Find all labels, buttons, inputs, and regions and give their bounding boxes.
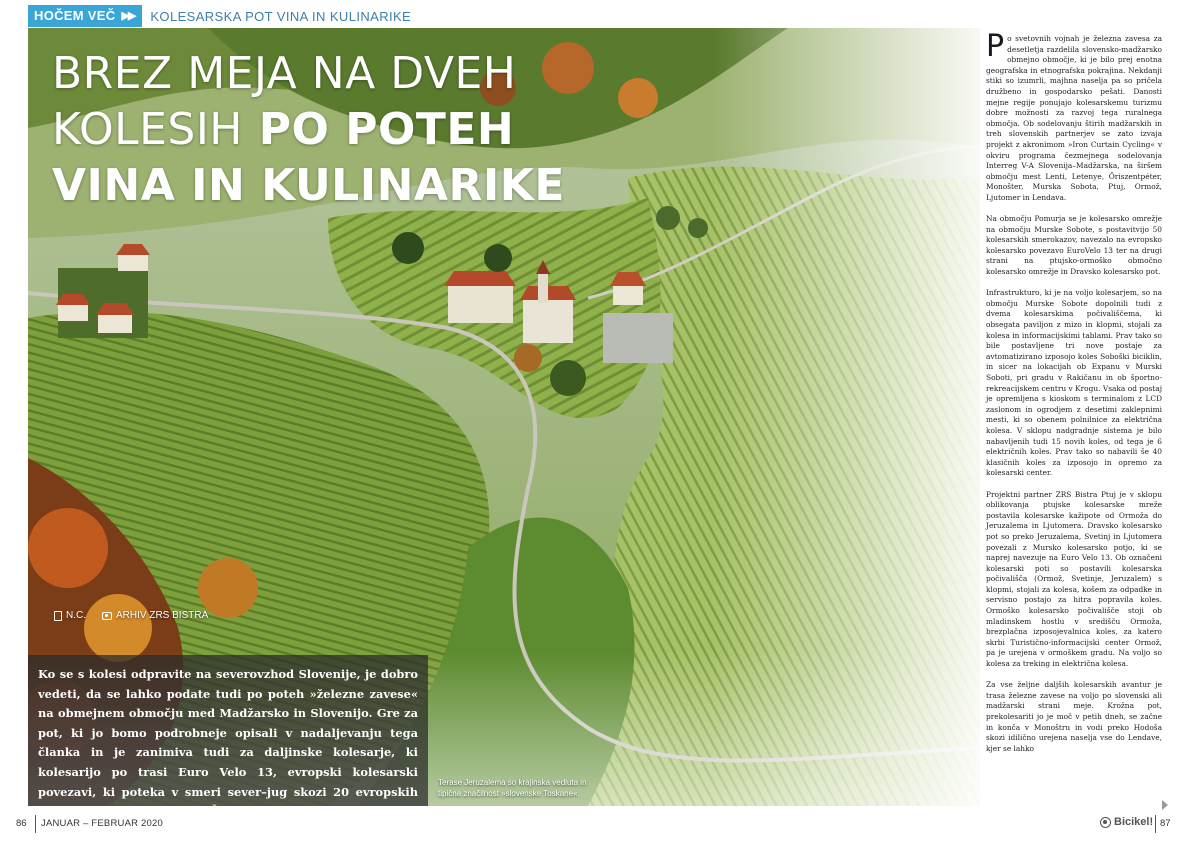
photo-credits: [54, 610, 208, 621]
author-name: N.C.: [66, 610, 86, 621]
footer-divider-left: [35, 815, 36, 833]
body-paragraph-3: Infrastrukturo, ki je na voljo kolesarjem, so na območju Murske Sobote dopolnili tudi z dvema kolesarskima počivališčema, ki obsegata paviljon z mizo in klopmi, stojali za kolesa in informacijskimi tablami. Prav tako so bile postavljene tri nove postaje za avtomatizirano izposojo koles Soboški biciklin, in sicer na lokacijah ob Expanu v Murski Soboti, pri gradu v Rakičanu in ob športno-rekreacijskem centru v Krogu. Vsaka od postaj je opremljena s kioskom s terminalom z LCD zaslonom in ogrodjem z desetimi zaklepnimi mesti, ki so obenem polnilnice za električna kolesa. V sklopu nadgradnje sistema je bilo nabavljenih tudi 15 novih koles, od tega je 6 električnih koles. Prav tako so nabavili še 40 klasičnih koles za izposojo in opremo za kolesarski center.: [986, 288, 1162, 478]
section-header: [28, 5, 411, 27]
body-paragraph-5: Za vse željne daljših kolesarskih avantur je trasa železne zavese na voljo po slovenski ali madžarski strani meje. Krožna pot, prekolesariti jo je moč v petih dneh, se začne in konča v Monoštru in vodi preko Hodoša skozi idilično urejena naselja vse do Lendave, kjer se lahko: [986, 680, 1162, 753]
footer-divider-right: [1155, 815, 1156, 833]
page-number-left: 86: [16, 818, 27, 829]
double-arrow-icon: ▶▶: [121, 10, 135, 22]
magazine-brand: [1100, 816, 1153, 828]
body-paragraph-2: Na območju Pomurja se je kolesarsko omrežje na območju Murske Sobote, s postavitvijo 50 kolesarskih smerokazov, navezalo na evropsko kolesarsko povezavo EuroVelo 13 ter na drugi strani na ptujsko-ormoško območno kolesarsko omrežje in Dravsko kolesarsko pot.: [986, 214, 1162, 277]
page-footer: [0, 810, 1191, 842]
author-icon: [54, 611, 62, 621]
lead-paragraph: Ko se s kolesi odpravite na severovzhod Slovenije, je dobro vedeti, da se lahko podate tudi po poteh »železne zavese« na obmejnem območju med Madžarsko in Slovenijo. Gre za pot, ki jo bomo podrobneje opisali v nadaljevanju tega članka in je zanimiva tudi za daljinske kolesarje, ki kolesarijo po trasi Euro Velo 13, evropski kolesarski povezavi, ki poteka v smeri sever–jug skozi 20 evropskih držav, od Barentsovega do Črnega morja.: [38, 667, 418, 819]
continue-arrow-icon: [1162, 800, 1168, 810]
section-tag: [28, 5, 142, 27]
issue-date: JANUAR – FEBRUAR 2020: [41, 818, 163, 829]
article-body: [986, 29, 1162, 765]
photo-source: ARHIV ZRS BISTRA: [116, 610, 209, 621]
page-number-right: 87: [1160, 818, 1171, 829]
author-credit: [54, 610, 86, 621]
photo-credit: [102, 610, 208, 621]
body-paragraph-4: Projektni partner ZRS Bistra Ptuj je v sklopu oblikovanja ptujske kolesarske mreže postavila kolesarske kažipote od Ormoža do Jeruzalema in Ljutomera. Dravsko kolesarsko pot so preko Jeruzalema, Svetinj in Ljutomera povezali z Mursko kolesarsko potjo, ki se naprej navezuje na Euro Velo 13. Ob označeni kolesarski poti so postavili kolesarska počivališča (Ormož, Svetinje, Jeruzalem) s klopmi, stojali za kolesa, košem za odpadke in servisno postajo za hitra popravila koles. Ormoško kolesarsko počivališče stoji ob mladinskem hostlu v središču Ormoža, brezplačna izposojevalnica koles, za katero skrbi Turistično-informacijski center Ormož, pa je urejena v ormoškem gradu. Na voljo so kolesa za treking in električna kolesa.: [986, 489, 1162, 669]
article-kicker: KOLESARSKA POT VINA IN KULINARIKE: [150, 8, 412, 24]
brand-logo-icon: [1100, 817, 1111, 828]
headline-line-1: BREZ MEJA NA DVEH: [52, 48, 517, 99]
brand-name: Bicikel!: [1114, 816, 1154, 828]
body-paragraph-1: Po svetovnih vojnah je železna zavesa za desetletja razdelila slovensko-madžarsko obmejno območje, ki je bilo prej enotna geografska in etnografska pokrajina. Nekdanji stiki so izumrli, majhna naselja pa so pričela družbeno in gospodarsko pešati. Danosti mejne regije ponujajo kolesarskemu turizmu dobre možnosti za razvoj tega ruralnega območja. Ob sodelovanju štirih madžarskih in treh slovenskih partnerjev se zato izvaja projekt z akronimom »Iron Curtain Cycling« v okviru programa čezmejnega sodelovanja Interreg V-A Slovenija–Madžarska, na širšem območju mest Lenti, Letenye, Őriszentpéter, Monošter, Murska Sobota, Ptuj, Ormož, Ljutomer in Lendava.: [986, 29, 1162, 202]
photo-caption: Terase Jeruzalema so krajinska vedluta in tipična značilnost »slovenske Toskane«.: [438, 778, 587, 798]
headline-line-2-light: KOLESIH: [52, 104, 243, 155]
article-headline: [52, 46, 612, 214]
headline-line-2-bold: PO POTEH: [258, 104, 515, 155]
camera-icon: [102, 612, 112, 620]
lead-box: [28, 655, 428, 819]
headline-line-3: VINA IN KULINARIKE: [52, 160, 565, 211]
section-tag-label: HOČEM VEČ: [34, 8, 116, 23]
